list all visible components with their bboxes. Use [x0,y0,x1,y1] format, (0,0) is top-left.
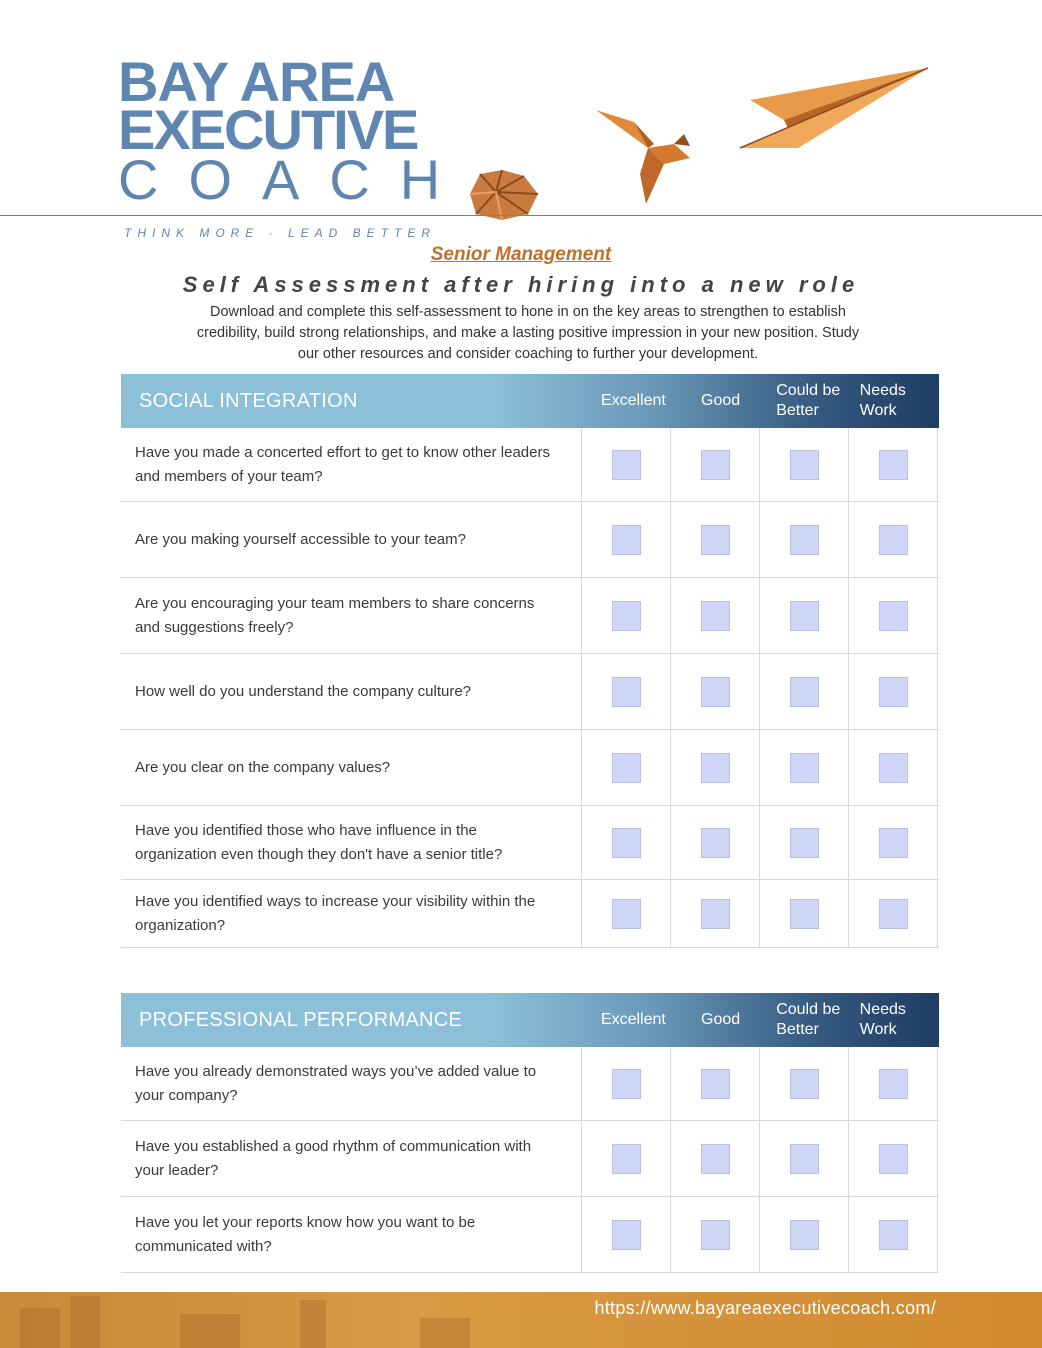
question-text: Have you made a concerted effort to get to know other leaders and members of your team? [121,428,582,501]
subtitle-text: Senior Management [430,244,612,265]
column-header-good: Good [701,392,741,409]
rating-cell [760,654,849,729]
rating-cell [760,578,849,653]
checkbox-needs-work[interactable] [879,1144,908,1174]
rating-cell [582,730,671,805]
table-row [121,806,939,880]
checkbox-needs-work[interactable] [879,1220,908,1250]
checkbox-good[interactable] [701,828,730,858]
rating-cell [849,1197,938,1272]
checkbox-excellent[interactable] [612,753,641,783]
rating-cell [849,578,938,653]
checkbox-good[interactable] [701,753,730,783]
table-row [121,654,939,730]
checkbox-good[interactable] [701,1144,730,1174]
question-text: How well do you understand the company culture? [121,654,582,729]
skyline-decoration [420,1318,470,1348]
question-text: Have you already demonstrated ways you’ve added value to your company? [121,1047,582,1120]
rating-cell [849,1047,938,1120]
checkbox-excellent[interactable] [612,525,641,555]
rating-cell [849,502,938,577]
question-text: Are you clear on the company values? [121,730,582,805]
question-list [121,428,939,948]
column-header-excellent: Excellent [600,392,666,409]
rating-cell [671,1047,760,1120]
brand-line-2: EXECUTIVE [118,98,418,161]
question-list [121,1047,939,1273]
checkbox-good[interactable] [701,450,730,480]
skyline-decoration [300,1300,326,1348]
rating-cell [671,730,760,805]
rating-cell [582,428,671,501]
section-social-integration [121,374,939,948]
rating-cell [582,578,671,653]
footer-bar [0,1292,1042,1348]
checkbox-good[interactable] [701,1220,730,1250]
checkbox-excellent[interactable] [612,601,641,631]
rating-cell [849,1121,938,1196]
rating-cell [671,578,760,653]
checkbox-good[interactable] [701,677,730,707]
brand-line-3: COACH [118,148,471,211]
brand-logo [118,50,471,211]
table-row [121,880,939,948]
rating-cell [671,1121,760,1196]
rating-cell [671,880,760,947]
checkbox-could-be-better[interactable] [790,1220,819,1250]
checkbox-needs-work[interactable] [879,899,908,929]
column-header-could-be-better: Could be Better [776,382,841,419]
rating-cell [760,730,849,805]
rating-cell [671,806,760,879]
rating-cell [849,730,938,805]
checkbox-could-be-better[interactable] [790,828,819,858]
rating-cell [671,1197,760,1272]
skyline-decoration [20,1308,60,1348]
table-row [121,1047,939,1121]
origami-bird-icon [594,104,694,212]
question-text: Are you encouraging your team members to share concerns and suggestions freely? [121,578,582,653]
rating-cell [849,880,938,947]
checkbox-excellent[interactable] [612,1069,641,1099]
question-text: Have you identified ways to increase your visibility within the organization? [121,880,582,947]
checkbox-needs-work[interactable] [879,450,908,480]
rating-cell [671,502,760,577]
brand-line-1: BAY AREA [118,50,395,113]
checkbox-could-be-better[interactable] [790,525,819,555]
column-header-could-be-better: Could be Better [776,1001,841,1038]
rating-cell [849,806,938,879]
table-row [121,428,939,502]
rating-cell [582,806,671,879]
checkbox-good[interactable] [701,601,730,631]
table-row [121,1121,939,1197]
checkbox-excellent[interactable] [612,1144,641,1174]
rating-cell [582,1121,671,1196]
intro-text: Download and complete this self-assessment to hone in on the key areas to strengthen to establish credibility, build strong relationships, and make a lasting positive impression in your new position. Study our other resources and consider coaching to further your development. [196,304,860,362]
checkbox-needs-work[interactable] [879,601,908,631]
checkbox-needs-work[interactable] [879,753,908,783]
crumpled-paper-icon [462,164,542,222]
rating-cell [760,428,849,501]
checkbox-needs-work[interactable] [879,677,908,707]
checkbox-excellent[interactable] [612,1220,641,1250]
page-subtitle [0,244,1042,266]
column-header-needs-work: Needs Work [859,1001,906,1038]
section-professional-performance [121,993,939,1273]
question-text: Have you established a good rhythm of communication with your leader? [121,1121,582,1196]
rating-cell [760,1121,849,1196]
rating-cell [582,1047,671,1120]
checkbox-could-be-better[interactable] [790,753,819,783]
skyline-decoration [70,1296,100,1348]
section-title: PROFESSIONAL PERFORMANCE [139,1008,463,1031]
header-divider [0,215,1042,216]
rating-cell [671,428,760,501]
checkbox-could-be-better[interactable] [790,899,819,929]
section-header [121,993,939,1047]
rating-cell [849,428,938,501]
rating-cell [671,654,760,729]
checkbox-could-be-better[interactable] [790,1069,819,1099]
rating-cell [582,880,671,947]
question-text: Are you making yourself accessible to your team? [121,502,582,577]
rating-cell [849,654,938,729]
column-header-needs-work: Needs Work [859,382,906,419]
checkbox-good[interactable] [701,525,730,555]
skyline-decoration [180,1314,240,1348]
question-text: Have you let your reports know how you want to be communicated with? [121,1197,582,1272]
checkbox-could-be-better[interactable] [790,1144,819,1174]
table-row [121,1197,939,1273]
column-header-excellent: Excellent [600,1011,666,1028]
brand-tagline: THINK MORE · LEAD BETTER [124,226,437,240]
rating-cell [760,502,849,577]
rating-cell [760,1047,849,1120]
section-header [121,374,939,428]
rating-cell [760,806,849,879]
checkbox-could-be-better[interactable] [790,450,819,480]
rating-cell [760,880,849,947]
website-link[interactable]: https://www.bayareaexecutivecoach.com/ [594,1298,936,1318]
rating-cell [760,1197,849,1272]
table-row [121,502,939,578]
rating-cell [582,654,671,729]
rating-cell [582,502,671,577]
checkbox-good[interactable] [701,1069,730,1099]
checkbox-excellent[interactable] [612,899,641,929]
rating-cell [582,1197,671,1272]
page-title: Self Assessment after hiring into a new role [182,272,860,297]
question-text: Have you identified those who have influence in the organization even though they don't have a senior title? [121,806,582,879]
table-row [121,578,939,654]
checkbox-could-be-better[interactable] [790,601,819,631]
checkbox-excellent[interactable] [612,828,641,858]
paper-plane-icon [736,64,932,152]
table-row [121,730,939,806]
column-header-good: Good [701,1011,741,1028]
checkbox-needs-work[interactable] [879,525,908,555]
section-title: SOCIAL INTEGRATION [139,389,358,412]
checkbox-could-be-better[interactable] [790,677,819,707]
checkbox-excellent[interactable] [612,450,641,480]
checkbox-excellent[interactable] [612,677,641,707]
checkbox-needs-work[interactable] [879,1069,908,1099]
checkbox-good[interactable] [701,899,730,929]
checkbox-needs-work[interactable] [879,828,908,858]
